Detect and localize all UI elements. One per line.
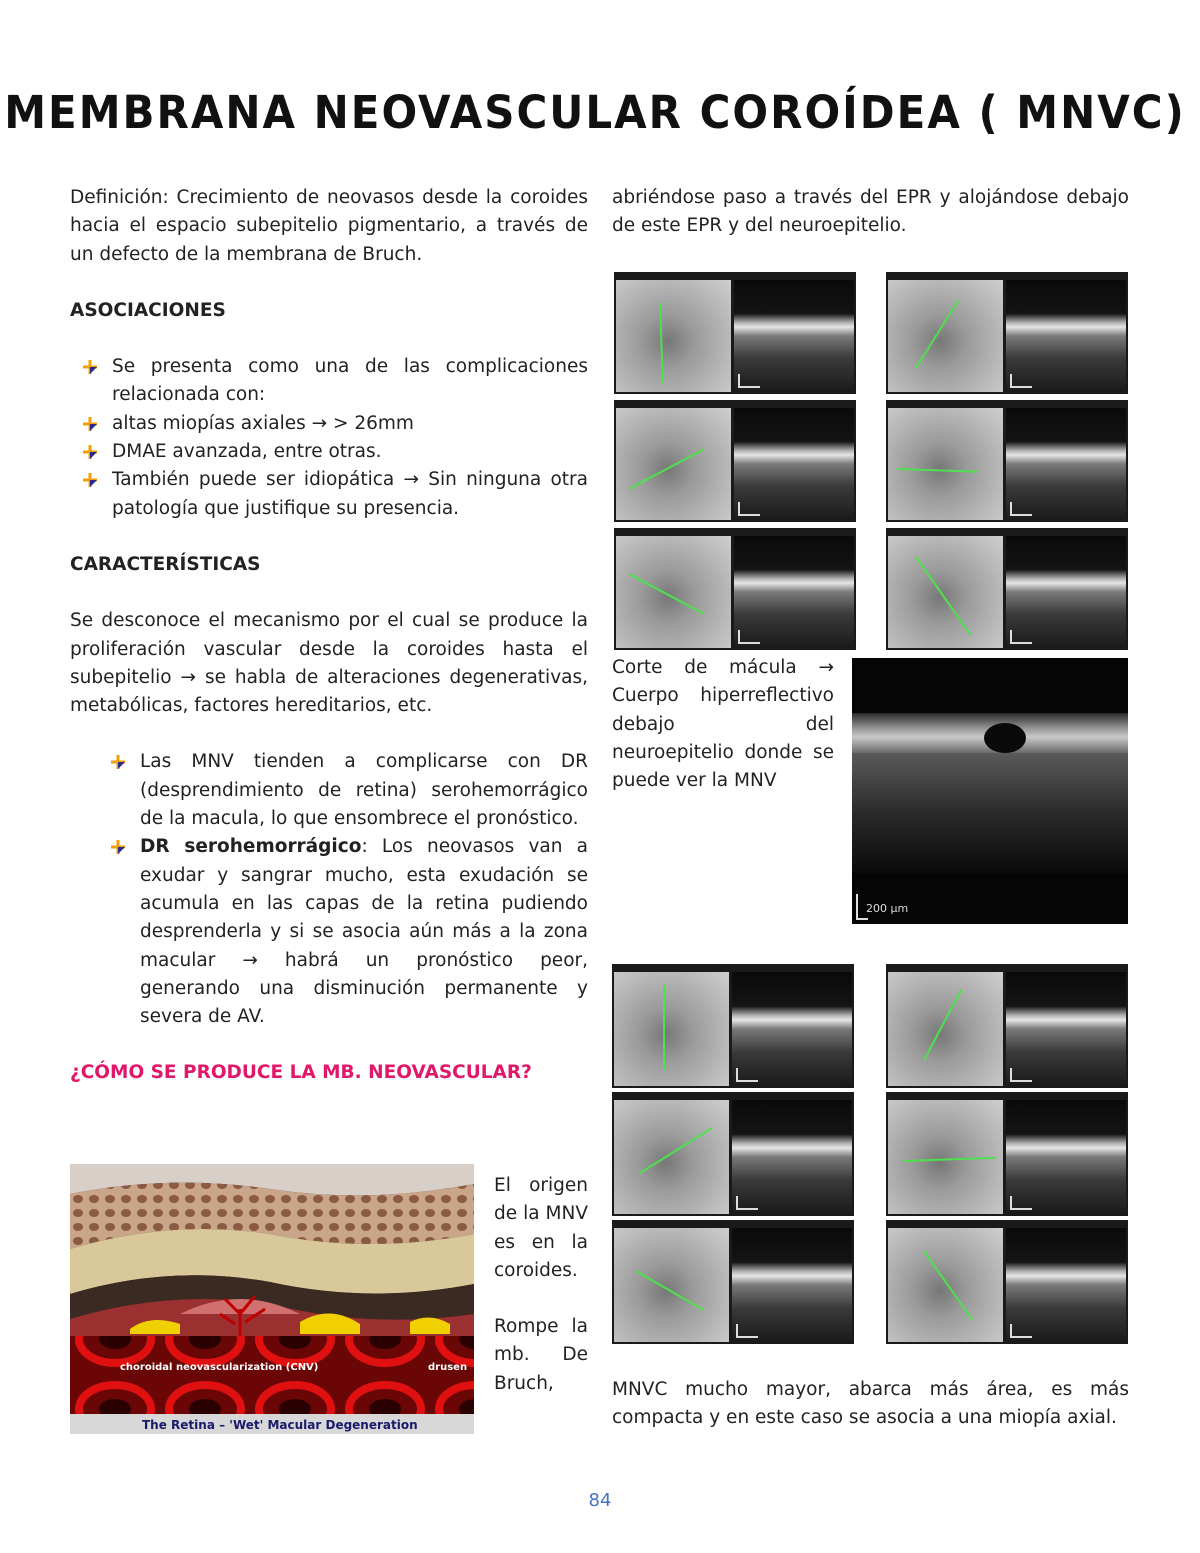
como-heading: ¿CÓMO SE PRODUCE LA MB. NEOVASCULAR? xyxy=(70,1062,532,1084)
definition-paragraph: Definición: Crecimiento de neovasos desde la coroides hacia el espacio subepitelio pigmentario, a través de un defecto de la membrana de Bruch. xyxy=(70,187,588,265)
caracteristicas-paragraph: Se desconoce el mecanismo por el cual se produce la proliferación vascular desde la coroides hasta el subepitelio → se habla de alteraciones degenerativas, metabólicas, factores hereditarios, etc. xyxy=(70,610,588,717)
bullet-arrow-icon xyxy=(82,359,98,375)
list-item: Las MNV tienden a complicarse con DR (desprendimiento de retina) serohemorrágico de la macula, lo que ensombrece el pronóstico. xyxy=(98,748,588,833)
list-item: DMAE avanzada, entre otras. xyxy=(70,438,588,466)
macula-oct-large xyxy=(852,658,1128,924)
bullet-arrow-icon xyxy=(110,754,126,770)
asociaciones-heading: ASOCIACIONES xyxy=(70,299,226,321)
caracteristicas-heading: CARACTERÍSTICAS xyxy=(70,553,261,575)
mnvc-paragraph: MNVC mucho mayor, abarca más área, es más compacta y en este caso se asocia a una miopía axial. xyxy=(612,1379,1129,1429)
scale-label: 200 µm xyxy=(866,902,909,915)
oct-image xyxy=(612,1092,854,1216)
list-item: altas miopías axiales → > 26mm xyxy=(70,410,588,438)
bullet-arrow-icon xyxy=(110,839,126,855)
oct-image xyxy=(886,964,1128,1088)
list-item: Se presenta como una de las complicaciones relacionada con: xyxy=(70,353,588,410)
oct-image xyxy=(886,272,1128,394)
bullet-arrow-icon xyxy=(82,416,98,432)
right-intro: abriéndose paso a través del EPR y alojándose debajo de este EPR y del neuroepitelio. xyxy=(612,187,1129,237)
asociaciones-list xyxy=(70,353,588,523)
cnv-label: choroidal neovascularization (CNV) xyxy=(120,1362,319,1373)
oct-image xyxy=(612,964,854,1088)
corte-paragraph: Corte de mácula → Cuerpo hiperreflectivo debajo del neuroepitelio donde se puede ver la MNV xyxy=(612,657,834,792)
drusen-label: drusen xyxy=(428,1362,468,1373)
list-item: También puede ser idiopática → Sin ninguna otra patología que justifique su presencia. xyxy=(70,466,588,523)
retina-layers-graphic xyxy=(70,1164,474,1434)
origen-text-block xyxy=(494,1172,588,1398)
oct-image xyxy=(614,528,856,650)
bullet-arrow-icon xyxy=(82,444,98,460)
oct-image xyxy=(614,400,856,522)
oct-image xyxy=(614,272,856,394)
left-column xyxy=(70,184,588,1088)
oct-image xyxy=(886,528,1128,650)
oct-image xyxy=(886,1092,1128,1216)
oct-image xyxy=(612,1220,854,1344)
mnv-list xyxy=(70,748,588,1031)
illustration-caption: The Retina – 'Wet' Macular Degeneration xyxy=(142,1418,418,1432)
list-item: DR serohemorrágico: Los neovasos van a exudar y sangrar mucho, esta exudación se acumula en las capas de la retina pudiendo desprenderla y si se asocia aún más a la zona macular → habrá un pronóstico peor, generando una disminución permanente y severa de AV. xyxy=(98,833,588,1031)
page-number: 84 xyxy=(588,1490,612,1511)
oct-image xyxy=(886,1220,1128,1344)
origen-paragraph: El origen de la MNV es en la coroides. xyxy=(494,1175,588,1281)
bullet-arrow-icon xyxy=(82,472,98,488)
dr-serohemorragico-term: DR serohemorrágico xyxy=(140,836,362,858)
wet-amd-illustration xyxy=(70,1164,474,1434)
page-title: MEMBRANA NEOVASCULAR COROÍDEA ( MNVC) xyxy=(4,86,1186,139)
rompe-paragraph: Rompe la mb. De Bruch, xyxy=(494,1316,588,1394)
oct-image xyxy=(886,400,1128,522)
